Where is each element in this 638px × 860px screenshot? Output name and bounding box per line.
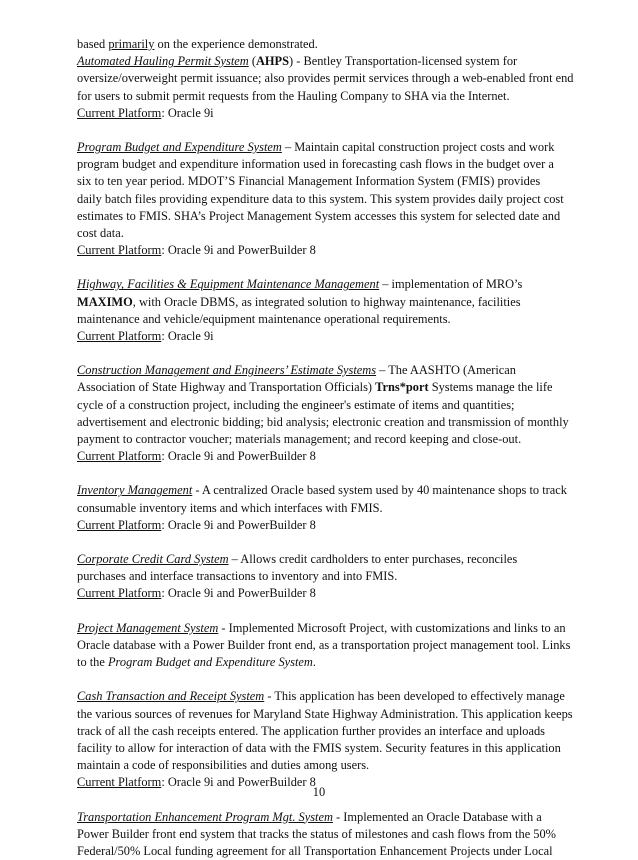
section-pbes <box>77 139 563 259</box>
body-text: – implementation of MRO’s <box>379 277 523 292</box>
document-body <box>77 36 574 860</box>
body-text: - Implemented an Oracle Database with a <box>332 809 542 824</box>
body-line: consumable inventory items and which interfaces with FMIS. <box>77 500 383 515</box>
body-text: ) - Bentley Transportation-licensed system for <box>289 54 518 69</box>
body-line: purchases and interface transactions to inventory and into FMIS. <box>77 569 398 584</box>
body-line: oversize/overweight permit issuance; also provides permit services through a web-enabled front end <box>77 71 574 86</box>
body-line: Federal/50% Local funding agreement for all Transportation Enhancement Projects under Local <box>77 843 553 858</box>
platform-label: Current Platform <box>77 775 162 790</box>
body-text: , with Oracle DBMS, as integrated solution to highway maintenance, facilities <box>132 294 521 309</box>
section-title: Program Budget and Expenditure System <box>77 140 282 155</box>
platform-value: : Oracle 9i and PowerBuilder 8 <box>161 517 316 532</box>
platform-line <box>77 517 563 534</box>
body-line: track of all the cash receipts entered. The application further provides an interface and uploads <box>77 723 546 738</box>
body-text: Association of State Highway and Transportation Officials) <box>77 380 376 395</box>
section-title: Project Management System <box>77 620 219 635</box>
platform-value: : Oracle 9i and PowerBuilder 8 <box>161 586 316 601</box>
body-line: six to ten year period. MDOT’S Financial Management Information System (FMIS) provides <box>77 174 541 189</box>
page-number: 10 <box>312 785 326 799</box>
intro-emphasis: primarily <box>108 37 155 51</box>
body-line: Power Builder front end system that tracks the status of milestones and cash flows from the 50% <box>77 826 557 841</box>
product-name: Trns*port <box>375 380 429 395</box>
section-title: Cash Transaction and Receipt System <box>77 689 265 704</box>
body-text: – Allows credit cardholders to enter purchases, reconciles <box>228 552 518 567</box>
section-title: Construction Management and Engineers’ Estimate Systems <box>77 363 377 378</box>
body-text: – Maintain capital construction project costs and work <box>281 140 555 155</box>
body-text: Systems manage the life <box>428 380 553 395</box>
platform-value: : Oracle 9i <box>161 105 214 120</box>
section-title: Highway, Facilities & Equipment Maintenance Management <box>77 277 380 292</box>
section-project-management <box>77 620 571 672</box>
body-line: cycle of a construction project, including the engineer's estimate of items and quantities; <box>77 397 515 412</box>
section-cmees <box>77 362 569 465</box>
body-line: facility to allow for interaction of data with the FMIS system. Security features in this application <box>77 740 561 755</box>
section-title: Automated Hauling Permit System <box>77 54 249 69</box>
section-cash-transaction <box>77 688 573 791</box>
system-reference: Program Budget and Expenditure System <box>107 655 313 670</box>
body-line: cost data. <box>77 226 124 241</box>
body-line: program budget and expenditure information used in forecasting cash flows in the budget over a <box>77 157 554 172</box>
platform-value: : Oracle 9i <box>161 329 214 344</box>
platform-label: Current Platform <box>77 329 162 344</box>
platform-label: Current Platform <box>77 243 162 258</box>
body-text: – The AASHTO (American <box>376 363 517 378</box>
section-title: Inventory Management <box>77 483 193 498</box>
body-line: maintenance and vehicle/equipment maintenance operational requirements. <box>77 311 451 326</box>
platform-line <box>77 328 563 345</box>
body-line: maintain a code of responsibilities and duties among users. <box>77 758 370 773</box>
platform-value: : Oracle 9i and PowerBuilder 8 <box>161 243 316 258</box>
body-text: . <box>312 655 316 670</box>
body-line: payment to contractor voucher; materials management; and record keeping and close-out. <box>77 432 522 447</box>
product-name: MAXIMO <box>77 294 133 309</box>
body-text: ( <box>248 54 256 69</box>
body-text: - Implemented Microsoft Project, with customizations and links to an <box>218 620 566 635</box>
acronym: AHPS <box>255 54 290 69</box>
body-text: - A centralized Oracle based system used by 40 maintenance shops to track <box>192 483 567 498</box>
intro-line <box>77 36 563 53</box>
body-line: Oracle database with a Power Builder front end, as a transportation project management tool. Links <box>77 637 571 652</box>
section-inventory <box>77 482 567 534</box>
section-transportation-enhancement <box>77 809 563 860</box>
body-line: estimates to FMIS. SHA’s Project Management System accesses this system for selected date and <box>77 208 561 223</box>
platform-line <box>77 242 563 259</box>
platform-line <box>77 448 563 465</box>
section-title: Corporate Credit Card System <box>77 552 229 567</box>
body-text: - This application has been developed to effectively manage <box>264 689 565 704</box>
platform-label: Current Platform <box>77 517 162 532</box>
section-maximo <box>77 276 563 345</box>
platform-line <box>77 585 563 602</box>
intro-text: based <box>77 37 109 51</box>
body-line: for users to submit permit requests from the Hauling Company to SHA via the Internet. <box>77 88 510 103</box>
body-line: the various sources of revenues for Maryland State Highway Administration. This application keeps <box>77 706 573 721</box>
platform-label: Current Platform <box>77 105 162 120</box>
platform-label: Current Platform <box>77 449 162 464</box>
platform-line <box>77 105 563 122</box>
body-line: advertisement and electronic bidding; bid analysis; electronic creation and transmission of monthly <box>77 414 569 429</box>
platform-value: : Oracle 9i and PowerBuilder 8 <box>161 449 316 464</box>
section-title: Transportation Enhancement Program Mgt. System <box>77 809 333 824</box>
intro-text-end: on the experience demonstrated. <box>154 37 318 51</box>
platform-label: Current Platform <box>77 586 162 601</box>
section-credit-card <box>77 551 563 603</box>
body-text: to the <box>77 655 108 670</box>
body-line: daily batch files providing expenditure data to this system. This system provides daily project cost <box>77 191 564 206</box>
section-ahps <box>77 53 574 122</box>
platform-value: : Oracle 9i and PowerBuilder 8 <box>161 775 316 790</box>
